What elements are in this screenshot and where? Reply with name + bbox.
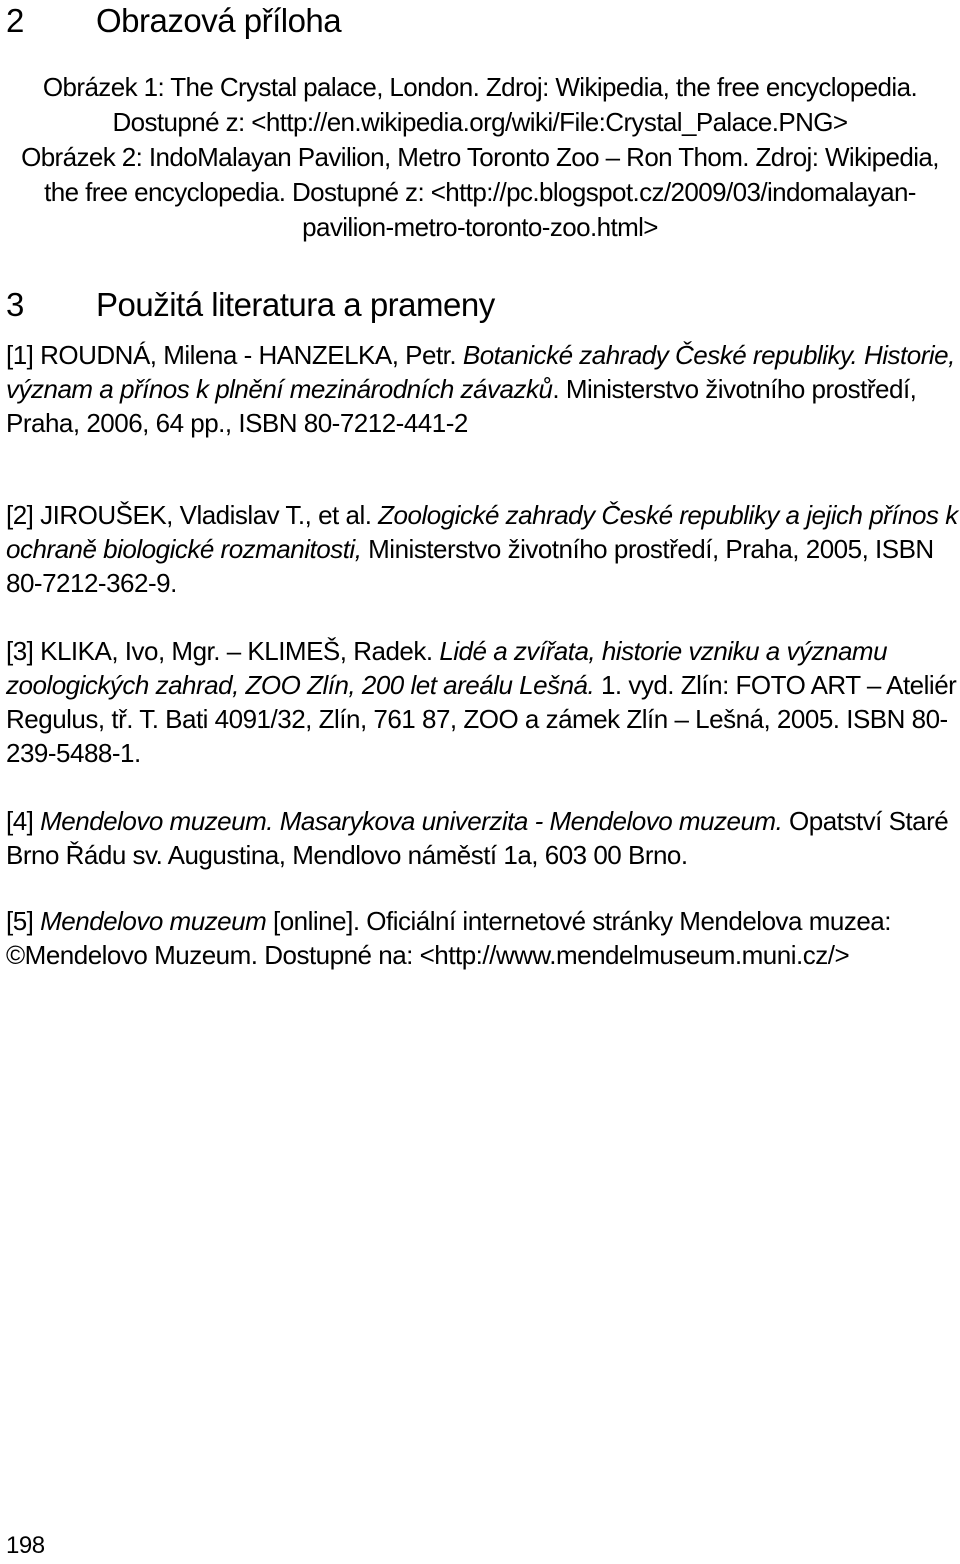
reference-title: Lidé a zvířata, historie vzniku a významu zoologických zahrad, ZOO Zlín, 200 let areálu Lešná. [6,636,888,700]
section-title: Použitá literatura a prameny [96,286,495,323]
reference-authors: [4] [6,806,41,836]
reference-details: 1. vyd. Zlín: FOTO ART – Ateliér Regulus, tř. T. Bati 4091/32, Zlín, 761 87, ZOO a zámek Zlín – Lešná, 2005. ISBN 80-239-5488-1. [6,670,957,768]
figure-caption-1: Obrázek 1: The Crystal palace, London. Zdroj: Wikipedia, the free encyclopedia. Dostupné z: <http://en.wikipedia.org/wiki/File:Crystal_Palace.PNG> [42,72,918,137]
reference-item-4 [6,804,960,872]
reference-details: [online]. Oficiální internetové stránky Mendelova muzea: ©Mendelovo Muzeum. Dostupné na: <http://www.mendelmuseum.muni.cz/> [6,906,891,970]
reference-title: Mendelovo muzeum [40,906,267,936]
reference-authors: [5] [6,906,41,936]
reference-item-3 [6,634,960,770]
reference-authors: [1] ROUDNÁ, Milena - HANZELKA, Petr. [6,340,463,370]
section-title: Obrazová příloha [96,2,342,39]
reference-authors: [2] JIROUŠEK, Vladislav T., et al. [6,500,379,530]
reference-title: Mendelovo muzeum. Masarykova univerzita - Mendelovo muzeum. [40,806,783,836]
reference-title: Zoologické zahrady České republiky a jejich přínos k ochraně biologické rozmanitosti, [6,500,958,564]
reference-item-2 [6,498,960,600]
figure-captions [6,70,954,245]
reference-title: Botanické zahrady České republiky. Historie, význam a přínos k plnění mezinárodních závazků [6,340,955,404]
section-heading-2 [6,2,341,40]
reference-authors: [3] KLIKA, Ivo, Mgr. – KLIMEŠ, Radek. [6,636,440,666]
reference-item-1 [6,338,960,440]
reference-details: Ministerstvo životního prostředí, Praha, 2005, ISBN 80-7212-362-9. [6,534,934,598]
reference-item-5 [6,904,960,972]
section-number: 2 [6,2,24,39]
reference-details: Opatství Staré Brno Řádu sv. Augustina, Mendlovo náměstí 1a, 603 00 Brno. [6,806,949,870]
reference-details: . Ministerstvo životního prostředí, Praha, 2006, 64 pp., ISBN 80-7212-441-2 [6,374,917,438]
figure-caption-2: Obrázek 2: IndoMalayan Pavilion, Metro Toronto Zoo – Ron Thom. Zdroj: Wikipedia, the free encyclopedia. Dostupné z: <http://pc.blogspot.cz/2009/03/indomalayan-pavilion-metro-toronto-zoo.html> [21,142,939,242]
page-number: 198 [6,1532,45,1559]
section-heading-3 [6,286,495,324]
section-number: 3 [6,286,24,323]
